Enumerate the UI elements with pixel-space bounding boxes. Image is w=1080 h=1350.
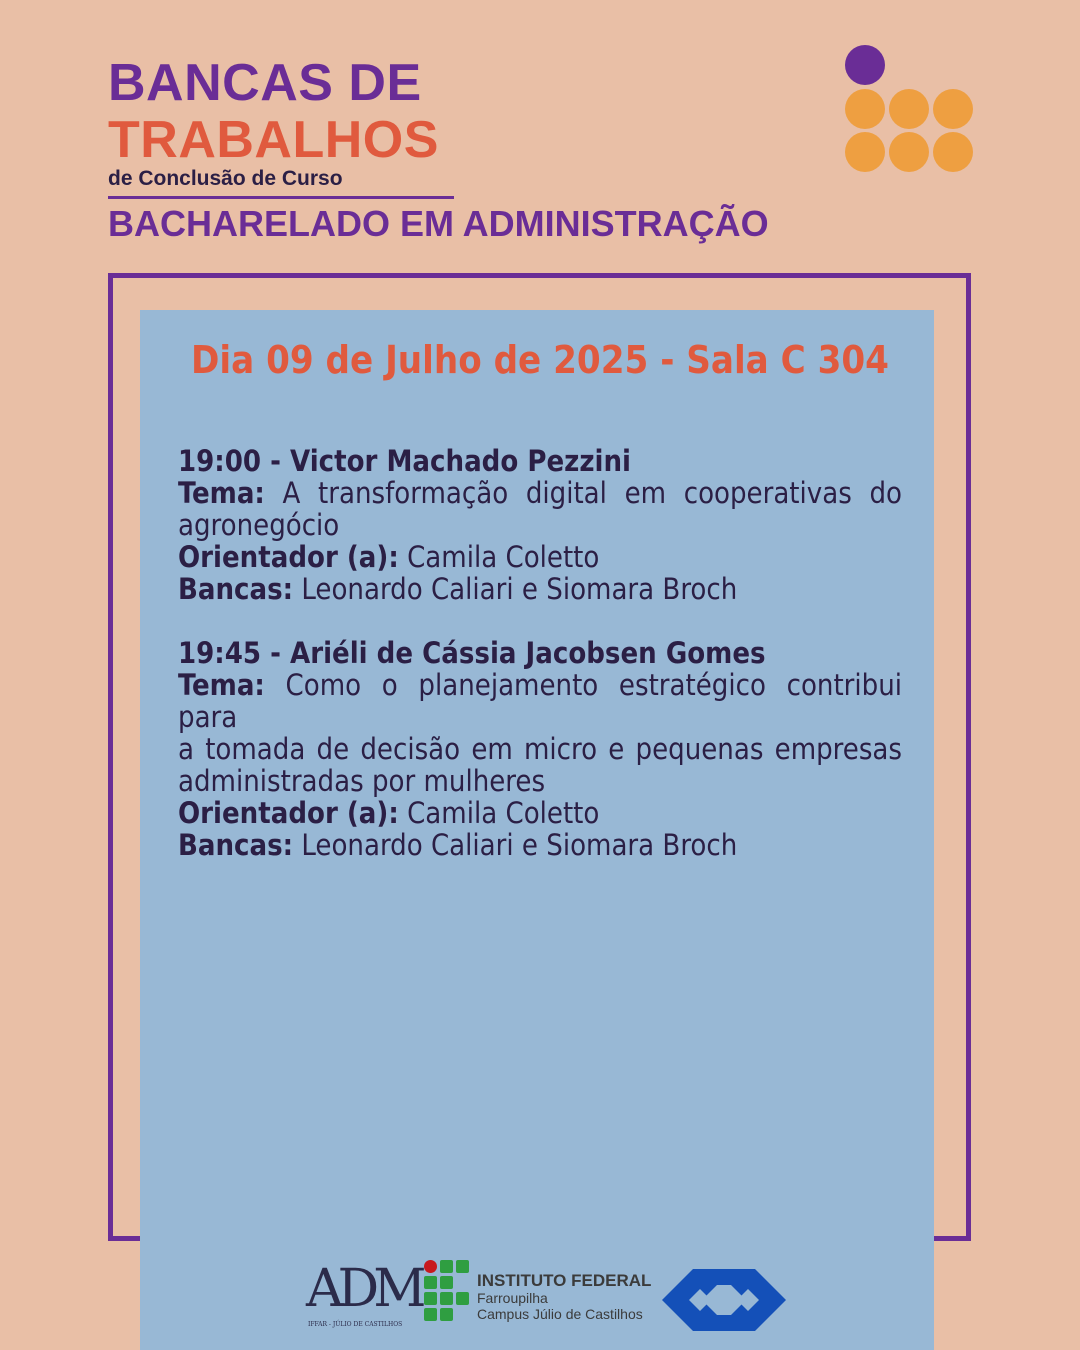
orientador-name: Camila Coletto [398, 540, 600, 574]
course-name: BACHARELADO EM ADMINISTRAÇÃO [108, 203, 769, 244]
dot-grid-icon [842, 42, 976, 176]
if-logo-icon [424, 1260, 470, 1322]
entry-tema [178, 477, 902, 509]
entry-tema [178, 669, 902, 733]
subtitle: de Conclusão de Curso [108, 167, 343, 190]
entry-time-name: 19:00 - Victor Machado Pezzini [178, 444, 631, 478]
adm-logo-text: ADM [306, 1259, 421, 1319]
if-campus: Campus Júlio de Castilhos [477, 1306, 643, 1322]
tema-text-cont: a tomada de decisão em micro e pequenas empresas [178, 732, 902, 766]
tema-label: Tema: [178, 668, 265, 702]
tema-text: A transformação digital em cooperativas do [264, 476, 902, 510]
title-line-1: BANCAS DE [108, 54, 422, 112]
adm-logo-caption: IFFAR - JÚLIO DE CASTILHOS [308, 1321, 403, 1328]
orientador-name: Camila Coletto [398, 796, 600, 830]
entry-orientador [178, 541, 902, 573]
footer-logos [300, 1255, 800, 1340]
entry-orientador [178, 797, 902, 829]
title-line-2: TRABALHOS [108, 111, 439, 169]
bancas-names: Leonardo Caliari e Siomara Broch [293, 572, 738, 606]
title-divider [108, 196, 454, 199]
schedule-entry [178, 445, 902, 605]
entry-time-name: 19:45 - Ariéli de Cássia Jacobsen Gomes [178, 636, 766, 670]
if-subtitle: Farroupilha [477, 1290, 548, 1306]
bancas-names: Leonardo Caliari e Siomara Broch [293, 828, 738, 862]
entry-bancas [178, 829, 902, 861]
orientador-label: Orientador (a): [178, 796, 399, 830]
if-title: INSTITUTO FEDERAL [477, 1271, 652, 1290]
adm-logo [302, 1259, 421, 1331]
date-heading: Dia 09 de Julho de 2025 - Sala C 304 [191, 338, 889, 382]
orientador-label: Orientador (a): [178, 540, 399, 574]
tema-text-cont: administradas por mulheres [178, 764, 546, 798]
tema-text: Como o planejamento estratégico contribui para [178, 668, 902, 734]
diamond-logo-icon [662, 1269, 786, 1331]
if-logo-text [477, 1271, 651, 1322]
bancas-label: Bancas: [178, 572, 294, 606]
entry-bancas [178, 573, 902, 605]
schedule-list [178, 445, 902, 893]
tema-label: Tema: [178, 476, 265, 510]
bancas-label: Bancas: [178, 828, 294, 862]
tema-text-cont: agronegócio [178, 508, 340, 542]
schedule-entry [178, 637, 902, 861]
